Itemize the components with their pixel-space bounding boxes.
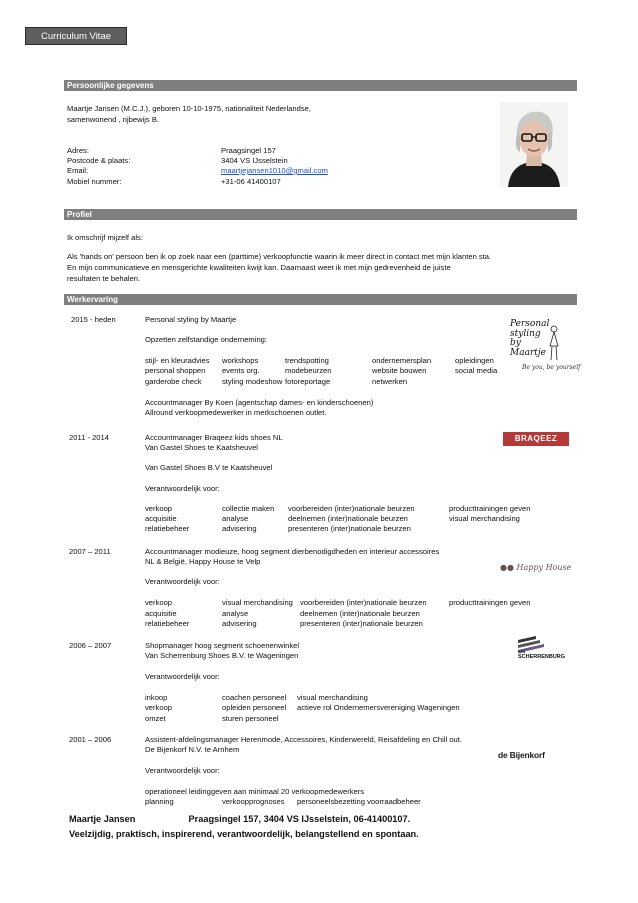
job-grid-cell: presenteren (inter)nationale beurzen bbox=[300, 619, 423, 628]
job-grid-cell: events org. bbox=[222, 366, 260, 375]
job-grid-cell: analyse bbox=[222, 514, 249, 523]
footer-contact-line bbox=[69, 814, 410, 824]
job-title: Accountmanager Braqeez kids shoes NL bbox=[145, 433, 283, 442]
job-grid-cell: stijl- en kleuradvies bbox=[145, 356, 210, 365]
footer-tagline: Veelzijdig, praktisch, inspirerend, verantwoordelijk, belangstellend en spontaan. bbox=[69, 829, 419, 839]
logo-text-line: styling bbox=[510, 328, 541, 339]
job-grid-cell: voorbereiden (inter)nationale beurzen bbox=[300, 598, 427, 607]
job-period: 2007 – 2011 bbox=[69, 547, 111, 556]
job-extra-line: Allround verkoopmedewerker in merkschoenen outlet. bbox=[145, 408, 327, 417]
job-responsibility-label: Verantwoordelijk voor: bbox=[145, 766, 220, 775]
job-grid-cell: social media bbox=[455, 366, 498, 375]
section-profile-heading: Profiel bbox=[64, 209, 577, 220]
job-grid-cell: voorbereiden (inter)nationale beurzen bbox=[288, 504, 415, 513]
job-line: operationeel leidinggeven aan minimaal 20 verkoopmedewerkers bbox=[145, 787, 365, 796]
job-title: Personal styling by Maartje bbox=[145, 315, 237, 324]
job-responsibility-label: Verantwoordelijk voor: bbox=[145, 484, 220, 493]
job-responsibility-label: Verantwoordelijk voor: bbox=[145, 577, 220, 586]
job-period: 2001 – 2006 bbox=[69, 735, 112, 744]
field-label-mobile: Mobiel nummer: bbox=[67, 177, 122, 186]
field-label-postcode: Postcode & plaats: bbox=[67, 156, 131, 165]
job-title: Assistent-afdelingsmanager Herenmode, Accessoires, Kinderwereld, Reisafdeling en Chill out. bbox=[145, 735, 462, 744]
job-title: Accountmanager modieuze, hoog segment dierbenodigdheden en interieur accessoires bbox=[145, 547, 440, 556]
field-label-address: Adres: bbox=[67, 146, 89, 155]
job-grid-cell: analyse bbox=[222, 609, 249, 618]
footer-name: Maartje Jansen bbox=[69, 814, 136, 824]
field-value-address: Praagsingel 157 bbox=[221, 146, 276, 155]
job-sub: Van Gastel Shoes B.V te Kaatsheuvel bbox=[145, 463, 273, 472]
job-title: Shopmanager hoog segment schoenenwinkel bbox=[145, 641, 300, 650]
job-grid-cell: styling modeshow bbox=[222, 377, 283, 386]
job-grid-cell: relatiebeheer bbox=[145, 619, 190, 628]
job-sub: NL & België, Happy House te Velp bbox=[145, 557, 261, 566]
job-responsibility-label: Verantwoordelijk voor: bbox=[145, 672, 220, 681]
job-grid-cell: visual merchandising bbox=[222, 598, 293, 607]
figure-sketch-icon bbox=[544, 324, 564, 362]
logo-text-line: by bbox=[510, 338, 521, 348]
job-grid-cell: personeelsbezetting voorraadbeheer bbox=[297, 797, 421, 806]
section-work-heading: Werkervaring bbox=[64, 294, 577, 305]
job-grid-cell: modebeurzen bbox=[285, 366, 332, 375]
logo-tagline: Be you, be yourself bbox=[522, 364, 581, 371]
cv-tab: Curriculum Vitae bbox=[25, 27, 127, 45]
job-grid-cell: acquisitie bbox=[145, 514, 177, 523]
job-period: 2015 - heden bbox=[71, 315, 116, 324]
job-grid-cell: acquisitie bbox=[145, 609, 177, 618]
job-grid-cell: website bouwen bbox=[372, 366, 427, 375]
job-sub: Opzetten zelfstandige onderneming: bbox=[145, 335, 268, 344]
job-grid-cell: opleidingen bbox=[455, 356, 494, 365]
field-label-email: Email: bbox=[67, 166, 89, 175]
job-grid-cell: advisering bbox=[222, 524, 257, 533]
job-grid-cell: visual merchandising bbox=[449, 514, 520, 523]
job-grid-cell: personal shoppen bbox=[145, 366, 206, 375]
job-grid-cell: relatiebeheer bbox=[145, 524, 190, 533]
profile-lead: Ik omschrijf mijzelf als: bbox=[67, 233, 143, 242]
scherrenburg-logo bbox=[518, 636, 566, 662]
job-grid-cell: producttrainingen geven bbox=[449, 598, 531, 607]
job-grid-cell: netwerken bbox=[372, 377, 408, 386]
job-period: 2011 - 2014 bbox=[69, 433, 109, 442]
logo-text-line: Maartje bbox=[510, 347, 546, 358]
personal-styling-logo bbox=[500, 318, 581, 376]
job-grid-cell: collectie maken bbox=[222, 504, 275, 513]
profile-line-1: Als 'hands on' persoon ben ik op zoek naar een (parttime) verkoopfunctie waarin ik meer direct in contact met mijn klanten sta. bbox=[67, 252, 492, 261]
job-grid-cell: fotoreportage bbox=[285, 377, 331, 386]
happy-house-logo-text: Happy House bbox=[516, 563, 572, 572]
job-grid-cell: verkoopprognoses bbox=[222, 797, 285, 806]
job-grid-cell: deelnemen (inter)nationale beurzen bbox=[300, 609, 420, 618]
personal-intro-line1: Maartje Jansen (M.C.J.), geboren 10-10-1975, nationaliteit Nederlandse, bbox=[67, 104, 311, 113]
job-grid-cell: verkoop bbox=[145, 598, 173, 607]
job-grid-cell: sturen personeel bbox=[222, 714, 279, 723]
profile-photo bbox=[500, 102, 568, 187]
job-grid-cell: presenteren (inter)nationale beurzen bbox=[288, 524, 411, 533]
job-grid-cell: deelnemen (inter)nationale beurzen bbox=[288, 514, 408, 523]
job-extra-line: Accountmanager By Koen (agentschap dames- en kinderschoenen) bbox=[145, 398, 374, 407]
job-grid-cell: actieve rol Ondernemersvereniging Wageningen bbox=[297, 703, 460, 712]
email-link[interactable]: maartjejansen1010@gmail.com bbox=[221, 166, 328, 175]
job-grid-cell: ondernemersplan bbox=[372, 356, 432, 365]
logo-text-line: Personal bbox=[510, 319, 550, 329]
happy-house-logo bbox=[500, 562, 570, 574]
braqeez-logo: BRAQEEZ bbox=[503, 432, 569, 446]
job-grid-cell: garderobe check bbox=[145, 377, 202, 386]
job-sub: Van Scherrenburg Shoes B.V. te Wageningen bbox=[145, 651, 299, 660]
job-grid-cell: advisering bbox=[222, 619, 257, 628]
job-grid-cell: coachen personeel bbox=[222, 693, 287, 702]
bijenkorf-logo: de Bijenkorf bbox=[498, 750, 545, 760]
job-grid-cell: visual merchandising bbox=[297, 693, 368, 702]
field-value-postcode: 3404 VS IJsselstein bbox=[221, 156, 288, 165]
job-grid-cell: omzet bbox=[145, 714, 166, 723]
job-grid-cell: verkoop bbox=[145, 504, 173, 513]
job-grid-cell: verkoop bbox=[145, 703, 173, 712]
job-sub: Van Gastel Shoes te Kaatsheuvel bbox=[145, 443, 258, 452]
job-grid-cell: workshops bbox=[222, 356, 259, 365]
footer-contact: Praagsingel 157, 3404 VS IJsselstein, 06-41400107. bbox=[188, 814, 411, 824]
job-grid-cell: inkoop bbox=[145, 693, 168, 702]
section-personal-heading: Persoonlijke gegevens bbox=[64, 80, 577, 91]
job-grid-cell: planning bbox=[145, 797, 174, 806]
scherrenburg-logo-text: SCHERRENBURG bbox=[518, 654, 566, 660]
job-grid-cell: trendspotting bbox=[285, 356, 329, 365]
job-grid-cell: opleiden personeel bbox=[222, 703, 287, 712]
paw-icon: ●● bbox=[500, 563, 514, 572]
profile-line-3: resultaten te behalen. bbox=[67, 274, 141, 283]
job-sub: De Bijenkorf N.V. te Arnhem bbox=[145, 745, 240, 754]
scherrenburg-small-text: VAN bbox=[518, 650, 526, 654]
job-period: 2006 – 2007 bbox=[69, 641, 112, 650]
profile-line-2: En mijn communicatieve en mensgerichte kwaliteiten kwijt kan. Daarnaast weet ik met mijn gedrevenheid de juiste bbox=[67, 263, 451, 272]
job-grid-cell: producttrainingen geven bbox=[449, 504, 531, 513]
field-value-mobile: +31-06 41400107 bbox=[221, 177, 281, 186]
personal-intro-line2: samenwonend , rijbewijs B. bbox=[67, 115, 160, 124]
